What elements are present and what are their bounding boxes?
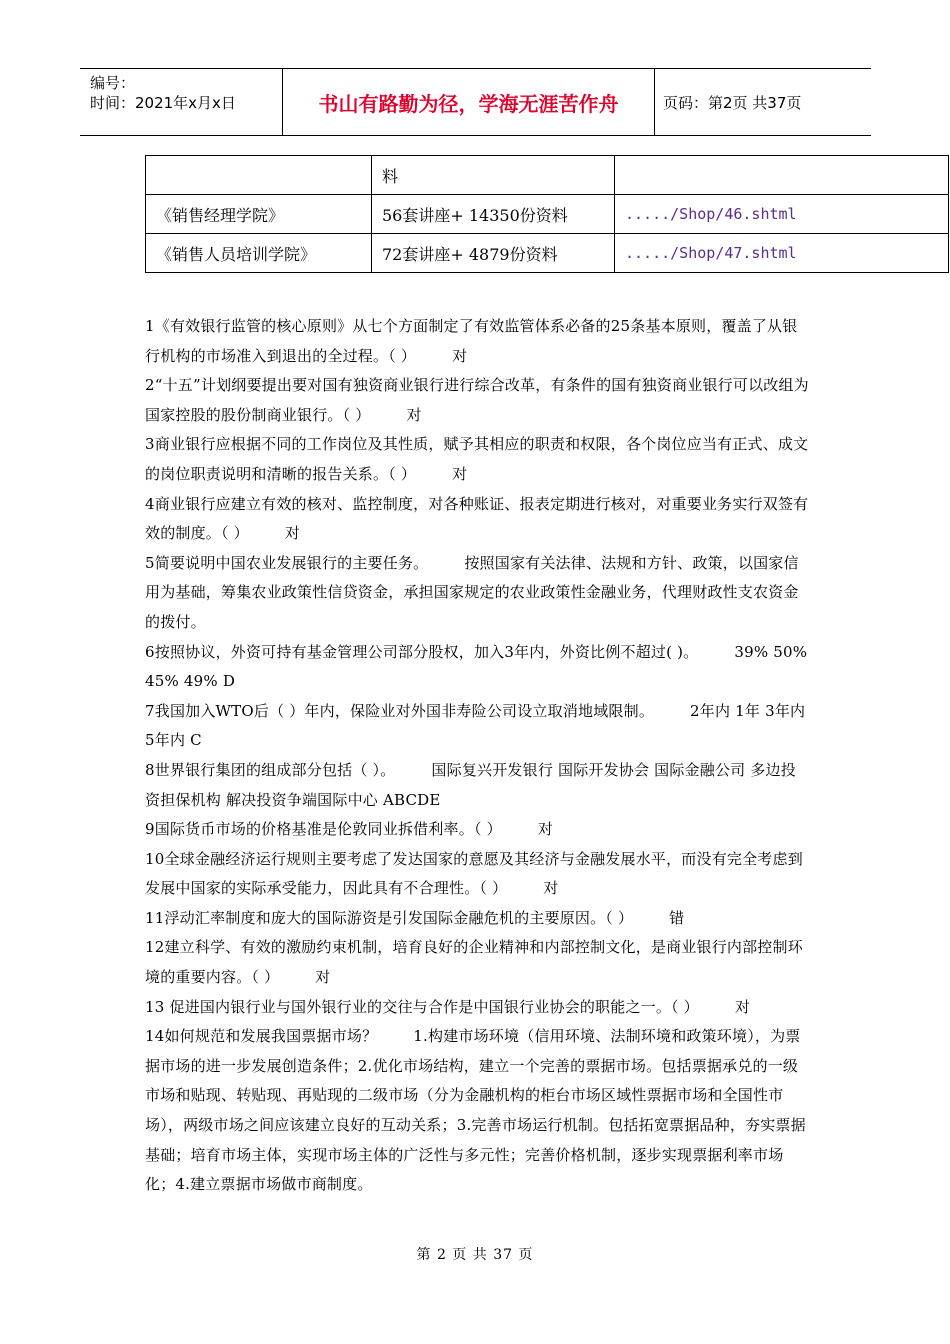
question-item — [145, 490, 810, 549]
course-title: 《销售经理学院》 — [146, 195, 372, 234]
course-link[interactable]: ...../Shop/46.shtml — [615, 195, 949, 234]
table-cell — [615, 156, 949, 195]
question-answer: 对 — [537, 820, 554, 839]
question-text: 2“十五”计划纲要提出要对国有独资商业银行进行综合改革，有条件的国有独资商业银行可以改组为国家控股的股份制商业银行。（ ） — [145, 376, 809, 424]
course-contents: 56套讲座+ 14350份资料 — [372, 195, 615, 234]
header-page-info: 页码：第2页 共37页 — [663, 93, 802, 112]
question-text: 7我国加入WTO后（ ）年内，保险业对外国非寿险公司设立取消地域限制。 — [145, 701, 655, 720]
question-item — [145, 1022, 810, 1200]
table-row — [146, 234, 949, 273]
question-item — [145, 638, 810, 697]
question-answer: 39% 50% 45% 49% D — [145, 642, 808, 691]
header-motto: 书山有路勤为径，学海无涯苦作舟 — [283, 69, 655, 135]
question-text: 9国际货币市场的价格基准是伦敦同业拆借利率。（ ） — [145, 820, 502, 839]
resource-table — [145, 155, 949, 273]
question-item — [145, 933, 810, 992]
table-cell: 料 — [372, 156, 615, 195]
question-item — [145, 549, 810, 638]
question-answer: 对 — [543, 879, 559, 898]
table-row — [146, 156, 949, 195]
question-answer: 2年内 1年 3年内 5年内 C — [145, 701, 806, 750]
question-item — [145, 845, 810, 904]
question-text: 8世界银行集团的组成部分包括（ ）。 — [145, 760, 396, 779]
document-number: 编号： — [90, 74, 136, 92]
page-header — [80, 68, 871, 136]
question-item — [145, 756, 810, 815]
question-item — [145, 815, 810, 845]
course-title: 《销售人员培训学院》 — [146, 234, 372, 273]
question-item — [145, 312, 810, 371]
question-text: 4商业银行应建立有效的核对、监控制度，对各种账证、报表定期进行核对，对重要业务实行双签有效的制度。（ ） — [145, 494, 809, 543]
question-text: 13 促进国内银行业与国外银行业的交往与合作是中国银行业协会的职能之一。（ ） — [145, 997, 699, 1016]
document-date: 时间：2021年x月x日 — [90, 94, 236, 112]
question-item — [145, 430, 810, 489]
question-text: 10全球金融经济运行规则主要考虑了发达国家的意愿及其经济与金融发展水平，而没有完全考虑到发展中国家的实际承受能力，因此具有不合理性。（ ） — [145, 849, 803, 898]
question-text: 11浮动汇率制度和庞大的国际游资是引发国际金融危机的主要原因。（ ） — [145, 908, 634, 927]
page-footer: 第 2 页 共 37 页 — [416, 1247, 534, 1263]
question-answer: 对 — [315, 968, 331, 987]
question-list — [145, 312, 810, 1200]
question-answer: 国际复兴开发银行 国际开发协会 国际金融公司 多边投资担保机构 解决投资争端国际中心 ABCDE — [145, 760, 796, 809]
question-text: 3商业银行应根据不同的工作岗位及其性质，赋予其相应的职责和权限，各个岗位应当有正式、成文的岗位职责说明和清晰的报告关系。（ ） — [145, 435, 809, 483]
question-answer: 按照国家有关法律、法规和方针、政策，以国家信用为基础，筹集农业政策性信贷资金，承担国家规定的农业政策性金融业务，代理财政性支农资金的拨付。 — [145, 553, 799, 631]
table-cell — [146, 156, 372, 195]
course-link[interactable]: ...../Shop/47.shtml — [615, 234, 949, 273]
question-answer: 对 — [452, 464, 468, 483]
question-item — [145, 371, 810, 430]
course-contents: 72套讲座+ 4879份资料 — [372, 234, 615, 273]
question-answer: 对 — [406, 405, 422, 424]
question-item — [145, 904, 810, 934]
question-text: 14如何规范和发展我国票据市场？ — [145, 1027, 378, 1046]
question-text: 12建立科学、有效的激励约束机制，培育良好的企业精神和内部控制文化，是商业银行内部控制环境的重要内容。（ ） — [145, 938, 803, 987]
question-answer: 对 — [284, 524, 301, 543]
question-answer: 对 — [734, 997, 751, 1016]
header-meta — [80, 69, 283, 135]
question-answer: 错 — [669, 908, 685, 927]
question-item — [145, 697, 810, 756]
question-item — [145, 993, 810, 1023]
table-row — [146, 195, 949, 234]
question-text: 6按照协议，外资可持有基金管理公司部分股权，加入3年内，外资比例不超过( )。 — [145, 642, 699, 661]
question-text: 1《有效银行监管的核心原则》从七个方面制定了有效监管体系必备的25条基本原则，覆盖了从银行机构的市场准入到退出的全过程。（ ） — [145, 317, 798, 365]
question-text: 5简要说明中国农业发展银行的主要任务。 — [145, 553, 429, 572]
question-answer: 1.构建市场环境（信用环境、法制环境和政策环境），为票据市场的进一步发展创造条件；2.优化市场结构，建立一个完善的票据市场。包括票据承兑的一级市场和贴现、转贴现、再贴现的二级市场（分为金融机构的柜台市场区域性票据市场和全国性市场），两级市场之间应该建立良好的互动关系；3.完善市场运行机制。包括拓宽票据品种，夯实票据基础；培育市场主体，实现市场主体的广泛性与多元性；完善价格机制，逐步实现票据利率市场化；4.建立票据市场做市商制度。 — [145, 1027, 806, 1194]
question-answer: 对 — [452, 346, 468, 365]
